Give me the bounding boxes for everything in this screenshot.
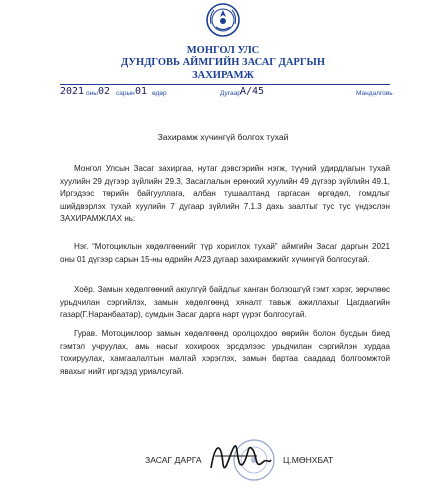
body-item-1: Нэг. “Мотоциклын хөдөлгөөнийг түр хориглох тухай” аймгийн Засаг даргын 2021 оны 01 дүгээр сарын 15-ны өдрийн А/23 дугаар захирамжийг хүчингүй болгосугай. bbox=[60, 242, 390, 264]
state-emblem-icon bbox=[205, 2, 241, 38]
number-label: Дугаар bbox=[220, 90, 241, 97]
body-intro: Монгол Улсын Засаг захиргаа, нутаг дэвсгэрийн нэгж, түүний удирдлагын тухай хуулийн 29 дүгээр зүйлийн 29.3, Засаглалын ерөнхий хуулийн 49 дүгээр зүйлийн 49.1, Иргэдээс төрийн байгууллага, албан тушаалтанд гаргасан өргөдөл, гомдлыг шийдвэрлэх тухай хуулийн 7 дугаар зүйлийн 7.1.3 дахь заалтыг тус тус үндэслэн ЗАХИРАМЖЛАХ нь: bbox=[60, 164, 390, 224]
signatory-title: ЗАСАГ ДАРГА bbox=[145, 455, 202, 465]
header-authority: ДУНДГОВЬ АЙМГИЙН ЗАСАГ ДАРГЫН bbox=[120, 57, 325, 68]
header-country: МОНГОЛ УЛС bbox=[186, 45, 260, 56]
handwritten-signature-icon bbox=[205, 434, 275, 480]
date-day-label: өдөр bbox=[152, 90, 167, 97]
date-day: 01 bbox=[135, 86, 148, 97]
body-item-3: Гурав. Мотоциклоор замын хөдөлгөөнд оролцохдоо өөрийн болон бусдын биед гэмтэл учруулах, амь насыг хохироох эрсдэлээс урьдчилан сэргийлэн хурдаа тохируулах, хамгаалалтын малгай хэрэглэх, замын бартаа саадаад болгоомжтой явахыг нийт иргэдэд уриалсугай. bbox=[60, 329, 390, 376]
header-doc-type: ЗАХИРАМЖ bbox=[192, 70, 254, 81]
document-subject: Захирамж хүчингүй болгох тухай bbox=[157, 132, 289, 142]
signatory-name: Ц.МӨНХБАТ bbox=[283, 455, 334, 465]
date-month-label: сарын bbox=[116, 90, 135, 97]
date-year-label: оны bbox=[86, 90, 98, 97]
date-month: 02 bbox=[98, 86, 111, 97]
place-name: Мандалговь bbox=[356, 90, 393, 97]
date-year: 2021 bbox=[60, 86, 85, 97]
body-item-2: Хоёр. Замын хөдөлгөөний аюулгүй байдлыг ханган болзошгүй гэмт хэрэг, зөрчлөөс урьдчилан сэргийлэх, замын хөдөлгөөнд хяналт тавьж ажиллахыг Цагдаагийн газар(Г.Наранбаатар), сумдын Засаг дарга нарт үүрэг болгосугай. bbox=[60, 285, 390, 320]
header-rule bbox=[60, 84, 390, 85]
document-number: A/45 bbox=[240, 86, 265, 97]
